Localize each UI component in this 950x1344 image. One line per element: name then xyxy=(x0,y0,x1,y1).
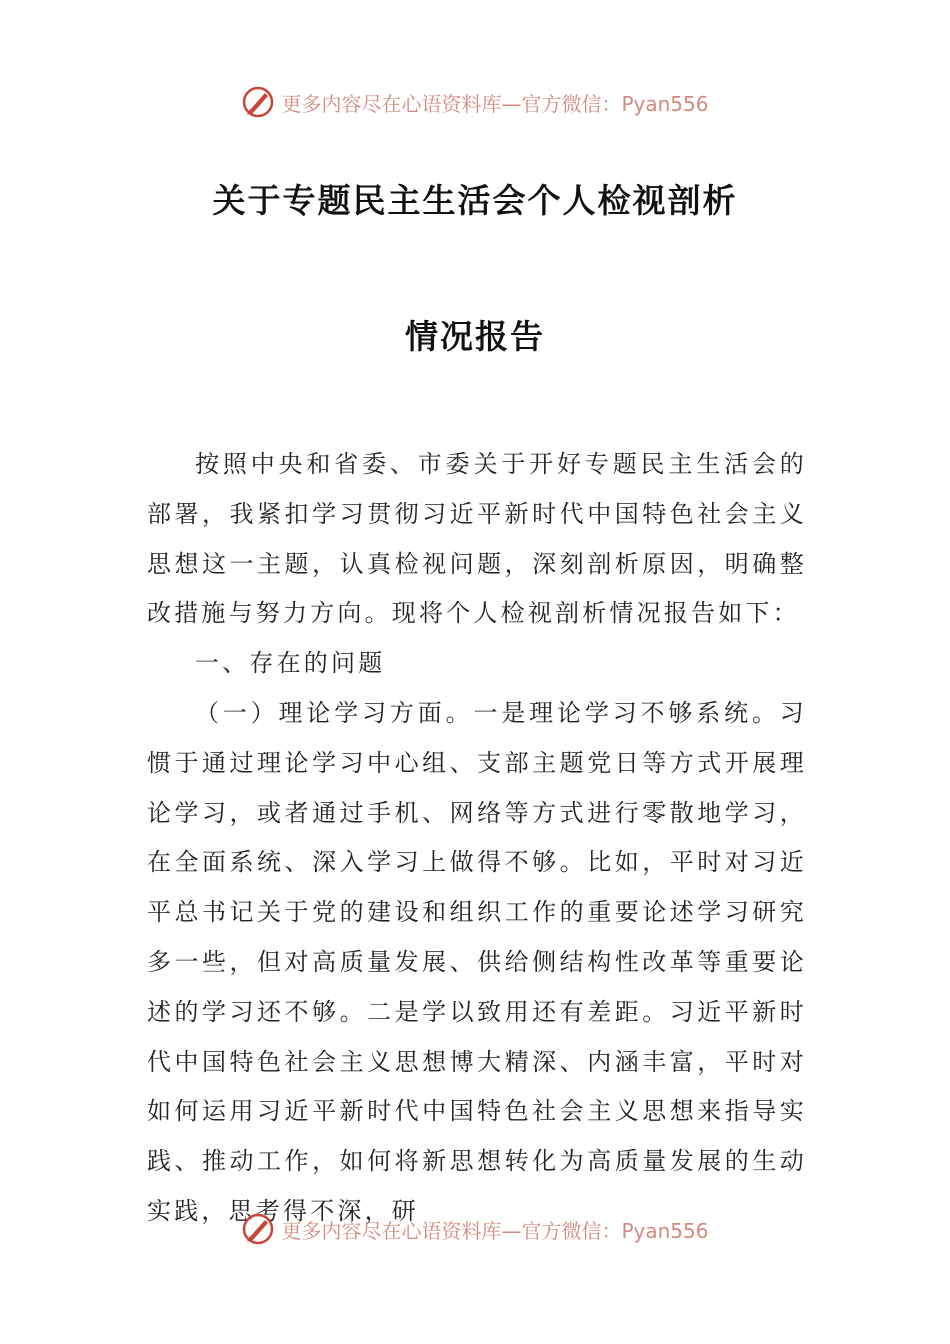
watermark-tag-text: —官方微信：Pyan556 xyxy=(501,1218,709,1243)
watermark-header xyxy=(0,82,950,122)
intro-paragraph: 按照中央和省委、市委关于开好专题民主生活会的部署，我紧扣学习贯彻习近平新时代中国特色社会主义思想这一主题，认真检视问题，深刻剖析原因，明确整改措施与努力方向。现将个人检视剖析情况报告如下： xyxy=(147,450,807,628)
pen-logo-icon xyxy=(241,1212,275,1246)
watermark-tag-text: —官方微信：Pyan556 xyxy=(501,91,709,116)
section-heading: 一、存在的问题 xyxy=(195,649,386,678)
pen-logo-icon xyxy=(241,85,275,119)
watermark-main-text: 更多内容尽在心语资料库 xyxy=(281,1218,502,1243)
document-body xyxy=(147,440,807,1237)
watermark-main-text: 更多内容尽在心语资料库 xyxy=(281,91,502,116)
document-title-line1: 关于专题民主生活会个人检视剖析 xyxy=(212,181,738,220)
body-paragraph: （一）理论学习方面。一是理论学习不够系统。习惯于通过理论学习中心组、支部主题党日等方式开展理论学习，或者通过手机、网络等方式进行零散地学习，在全面系统、深入学习上做得不够。比如，平时对习近平总书记关于党的建设和组织工作的重要论述学习研究多一些，但对高质量发展、供给侧结构性改革等重要论述的学习还不够。二是学以致用还有差距。习近平新时代中国特色社会主义思想博大精深、内涵丰富，平时对如何运用习近平新时代中国特色社会主义思想来指导实践、推动工作，如何将新思想转化为高质量发展的生动实践，思考得不深，研 xyxy=(147,698,807,1225)
document-title-line2: 情况报告 xyxy=(405,317,545,356)
watermark-footer xyxy=(0,1209,950,1249)
